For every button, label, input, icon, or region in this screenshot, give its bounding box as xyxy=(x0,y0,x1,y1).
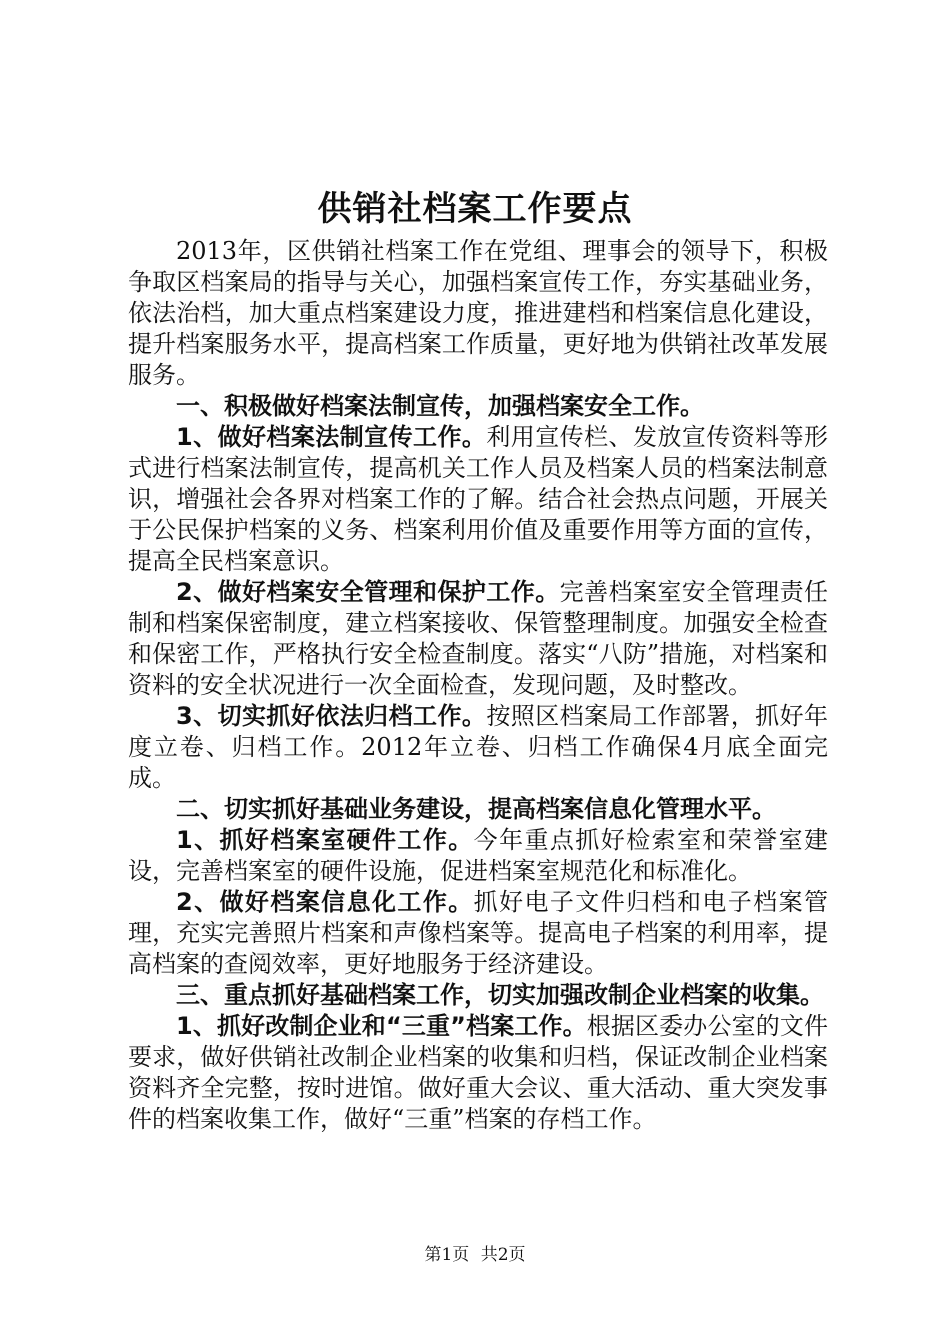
paragraph-lead: 1、抓好改制企业和“三重”档案工作。 xyxy=(176,1012,587,1040)
paragraph-lead: 2、做好档案信息化工作。 xyxy=(176,888,474,916)
paragraph-1-1 xyxy=(128,422,828,577)
paragraph-lead: 二、切实抓好基础业务建设，提高档案信息化管理水平。 xyxy=(176,795,776,823)
paragraph-lead: 三、重点抓好基础档案工作，切实加强改制企业档案的收集。 xyxy=(176,981,824,1009)
paragraph-text: 抓好电子文件归档和电子档案管理，充实完善照片档案和声像档案等。提高电子档案的利用率，提高档案的查阅效率，更好地服务于经济建设。 xyxy=(128,888,829,978)
paragraph-lead: 一、积极做好档案法制宣传，加强档案安全工作。 xyxy=(176,392,704,420)
paragraph-lead: 3、切实抓好依法归档工作。 xyxy=(176,702,487,730)
page-total: 共2页 xyxy=(480,1245,526,1265)
paragraph-intro xyxy=(128,236,828,391)
paragraph-text: 2013年，区供销社档案工作在党组、理事会的领导下，积极争取区档案局的指导与关心，加强档案宣传工作，夯实基础业务，依法治档，加大重点档案建设力度，推进建档和档案信息化建设，提升档案服务水平，提高档案工作质量，更好地为供销社改革发展服务。 xyxy=(128,237,828,389)
paragraph-text: 按照区档案局工作部署，抓好年度立卷、归档工作。2012年立卷、归档工作确保4月底全面完成。 xyxy=(128,702,829,792)
paragraph-lead: 1、做好档案法制宣传工作。 xyxy=(176,423,487,451)
paragraph-text: 根据区委办公室的文件要求，做好供销社改制企业档案的收集和归档，保证改制企业档案资料齐全完整，按时进馆。做好重大会议、重大活动、重大突发事件的档案收集工作，做好“三重”档案的存档工作。 xyxy=(128,1012,828,1133)
paragraph-2-1 xyxy=(128,825,828,887)
page-footer xyxy=(0,1243,950,1267)
section-heading-2 xyxy=(128,794,828,825)
paragraph-3-1 xyxy=(128,1011,828,1135)
section-heading-1 xyxy=(128,391,828,422)
paragraph-1-2 xyxy=(128,577,828,701)
document-title: 供销社档案工作要点 xyxy=(317,189,633,229)
section-heading-3 xyxy=(128,980,828,1011)
page-number: 第1页 xyxy=(424,1245,470,1265)
document-body xyxy=(128,236,828,1135)
paragraph-1-3 xyxy=(128,701,828,794)
paragraph-text: 完善档案室安全管理责任制和档案保密制度，建立档案接收、保管整理制度。加强安全检查和保密工作，严格执行安全检查制度。落实“八防”措施，对档案和资料的安全状况进行一次全面检查，发现问题，及时整改。 xyxy=(128,578,829,699)
paragraph-text: 利用宣传栏、发放宣传资料等形式进行档案法制宣传，提高机关工作人员及档案人员的档案法制意识，增强社会各界对档案工作的了解。结合社会热点问题，开展关于公民保护档案的义务、档案利用价值及重要作用等方面的宣传，提高全民档案意识。 xyxy=(128,423,829,575)
paragraph-text: 今年重点抓好检索室和荣誉室建设，完善档案室的硬件设施，促进档案室规范化和标准化。 xyxy=(128,826,829,885)
paragraph-2-2 xyxy=(128,887,828,980)
paragraph-lead: 2、做好档案安全管理和保护工作。 xyxy=(176,578,560,606)
paragraph-lead: 1、抓好档案室硬件工作。 xyxy=(176,826,474,854)
